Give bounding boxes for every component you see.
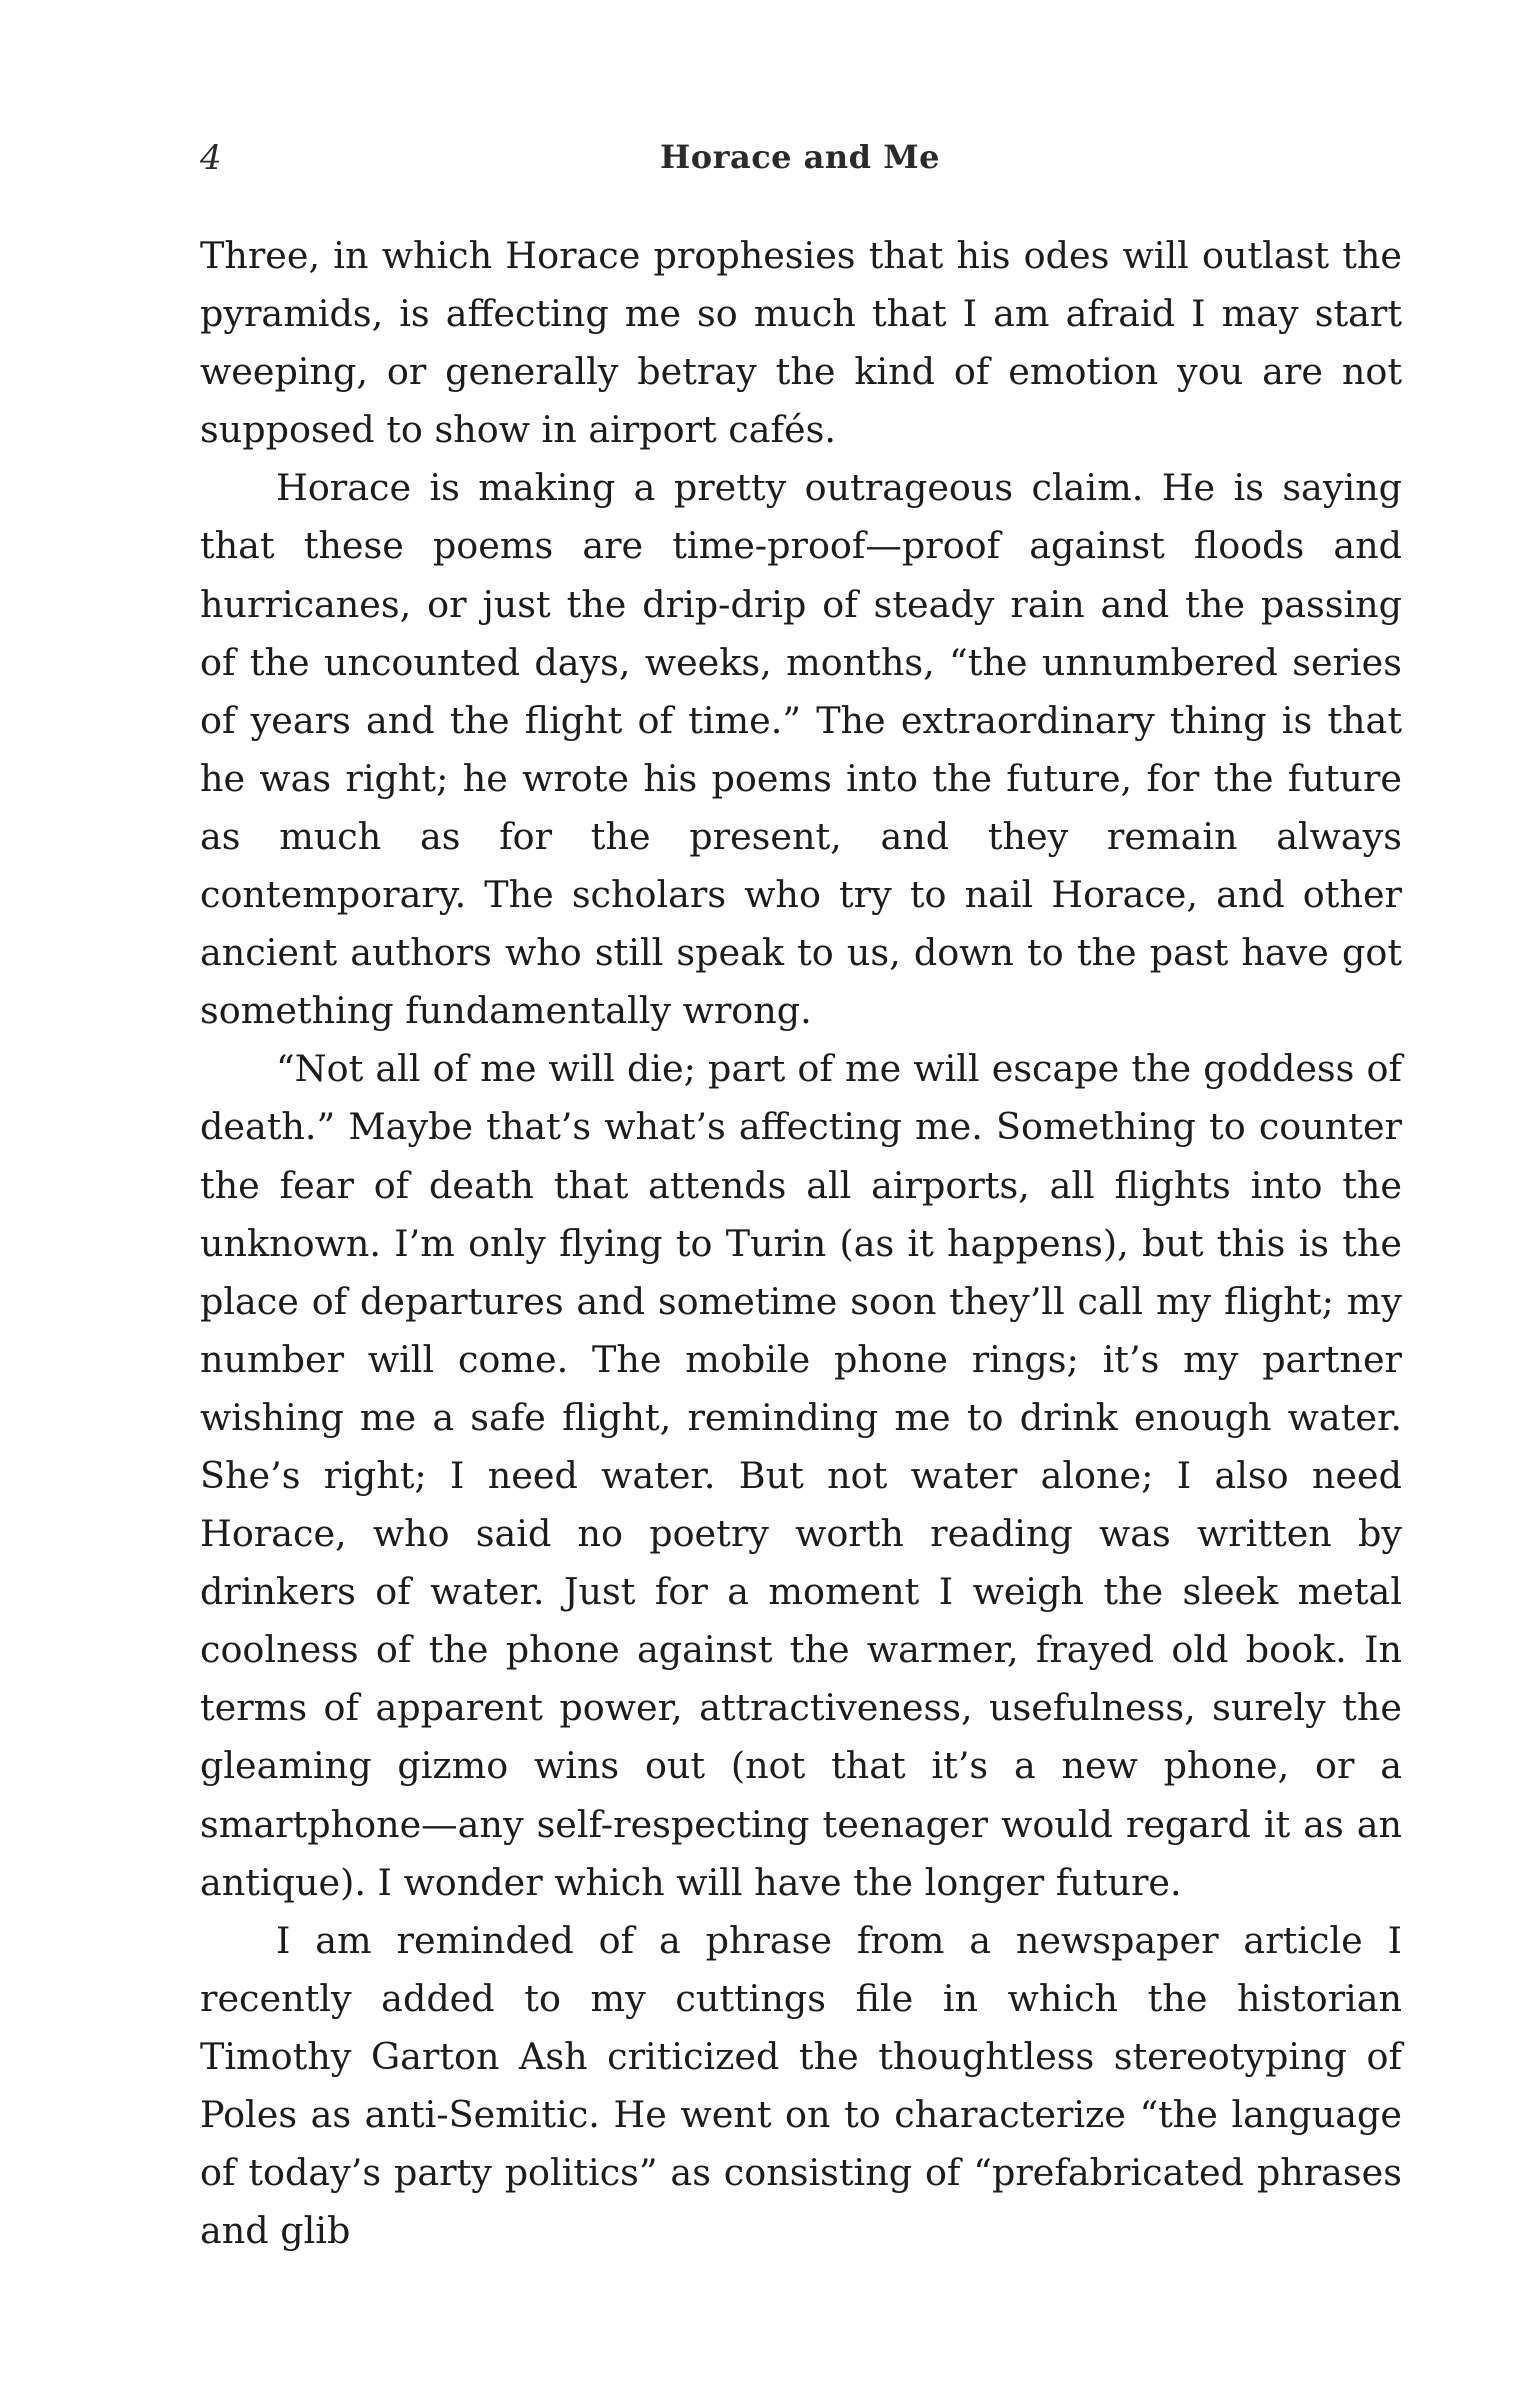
paragraph: I am reminded of a phrase from a newspaper article I recently added to my cuttings file in which the historian Timothy Garton Ash criticized the thoughtless stereotyping of Poles as anti-Semitic. He went on to characterize “the language of today’s party politics” as consisting of “prefabricated phrases and glib [200,1918,1402,2253]
paragraph: Horace is making a pretty outrageous claim. He is saying that these poems are time-proof—proof against floods and hurricanes, or just the drip-drip of steady rain and the passing of the uncounted days, weeks, months, “the unnumbered series of years and the flight of time.” The extraordinary thing is that he was right; he wrote his poems into the future, for the future as much as for the present, and they remain always contemporary. The scholars who try to nail Horace, and other ancient authors who still speak to us, down to the past have got something fundamentally wrong. [200,466,1402,1033]
paragraph-continuation: Three, in which Horace prophesies that his odes will outlast the pyramids, is affecting me so much that I am afraid I may start weeping, or generally betray the kind of emotion you are not supposed to show in airport cafés. [200,234,1402,452]
book-title: Horace and Me [660,138,940,176]
body-text [200,227,1402,2260]
paragraph: “Not all of me will die; part of me will escape the goddess of death.” Maybe that’s what’s affecting me. Something to counter the fear of death that attends all airports, all flights into the unknown. I’m only flying to Turin (as it happens), but this is the place of departures and sometime soon they’ll call my flight; my number will come. The mobile phone rings; it’s my partner wishing me a safe flight, reminding me to drink enough water. She’s right; I need water. But not water alone; I also need Horace, who said no poetry worth reading was written by drinkers of water. Just for a moment I weigh the sleek metal coolness of the phone against the warmer, frayed old book. In terms of apparent power, attractiveness, usefulness, surely the gleaming gizmo wins out (not that it’s a new phone, or a smartphone—any self-respecting teenager would regard it as an antique). I wonder which will have the longer future. [200,1047,1402,1904]
running-head [200,138,1400,188]
page-number: 4 [200,138,222,178]
